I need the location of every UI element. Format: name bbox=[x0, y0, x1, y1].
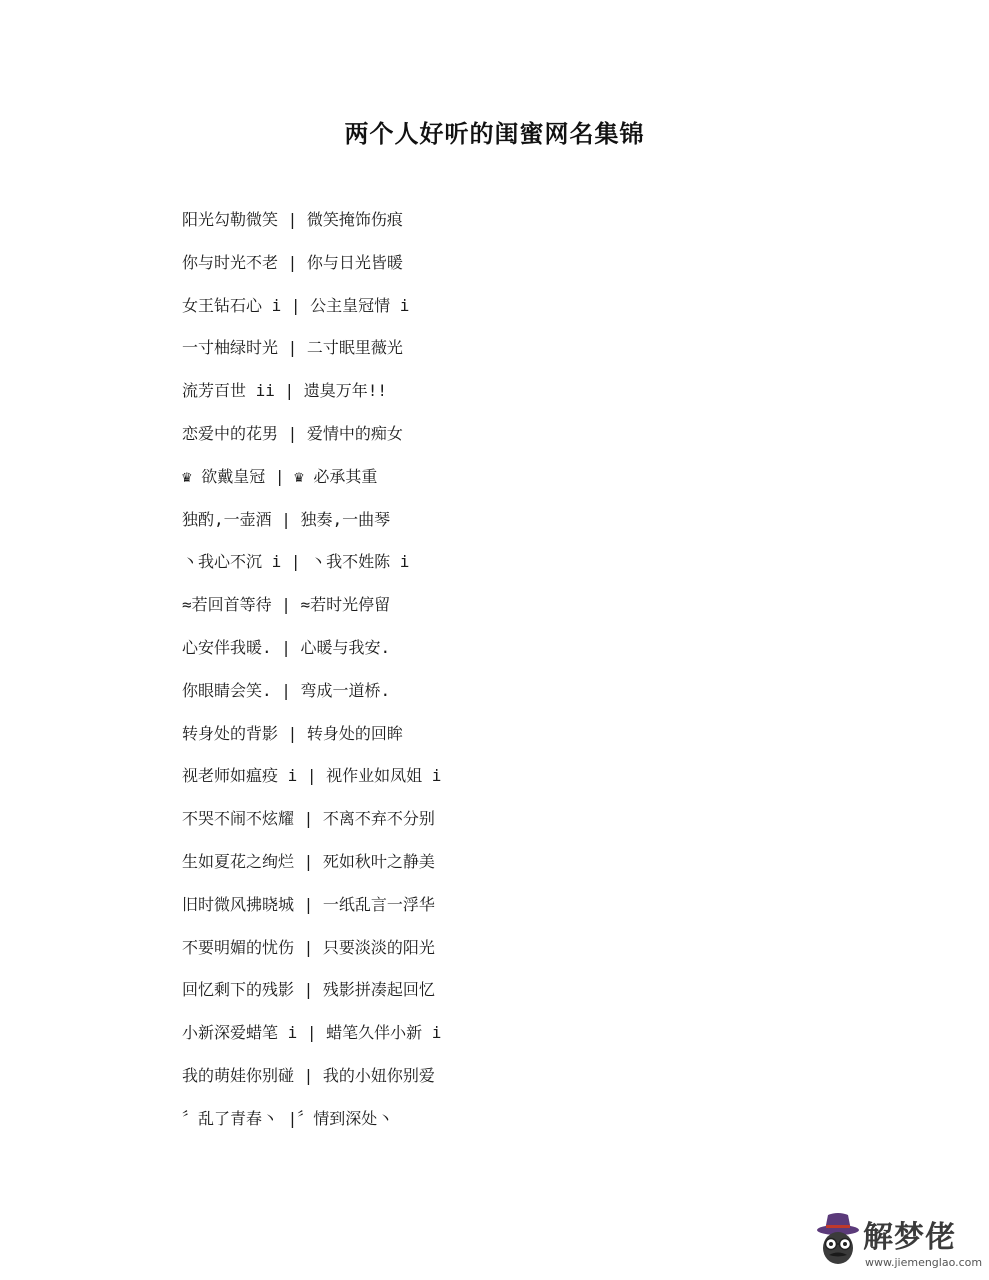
list-item: 你与时光不老 | 你与日光皆暖 bbox=[182, 252, 403, 272]
list-item: 不要明媚的忧伤 | 只要淡淡的阳光 bbox=[182, 937, 435, 957]
list-item: 回忆剩下的残影 | 残影拼凑起回忆 bbox=[182, 980, 435, 1000]
name-list bbox=[182, 203, 441, 1145]
watermark-url: www.jiemenglao.com bbox=[865, 1256, 983, 1269]
list-item: 视老师如瘟疫 i | 视作业如凤姐 i bbox=[182, 766, 442, 786]
list-item: 生如夏花之绚烂 | 死如秋叶之静美 bbox=[182, 851, 435, 871]
list-item: 流芳百世 ii | 遗臭万年!! bbox=[182, 381, 388, 401]
watermark bbox=[815, 1206, 981, 1276]
list-item: 小新深爱蜡笔 i | 蜡笔久伴小新 i bbox=[182, 1023, 442, 1043]
list-item: 你眼睛会笑. | 弯成一道桥. bbox=[182, 680, 391, 700]
list-item: 我的萌娃你别碰 | 我的小妞你别爱 bbox=[182, 1065, 435, 1085]
list-item: 旧时微风拂晓城 | 一纸乱言一浮华 bbox=[182, 894, 435, 914]
list-item: 女王钻石心 i | 公主皇冠情 i bbox=[182, 295, 410, 315]
list-item: 阳光勾勒微笑 | 微笑掩饰伤痕 bbox=[182, 210, 403, 229]
list-item: 恋爱中的花男 | 爱情中的痴女 bbox=[182, 423, 403, 443]
list-item: 一寸柚绿时光 | 二寸眠里薇光 bbox=[182, 338, 403, 358]
list-item: 丶我心不沉 i | 丶我不姓陈 i bbox=[182, 552, 410, 572]
list-item: 独酌,一壶酒 | 独奏,一曲琴 bbox=[182, 509, 391, 529]
page-title: 两个人好听的闺蜜网名集锦 bbox=[344, 119, 645, 148]
list-item: ≈若回首等待 | ≈若时光停留 bbox=[182, 595, 391, 615]
watermark-brand: 解梦佬 bbox=[863, 1220, 956, 1255]
list-item: ♛ 欲戴皇冠 | ♛ 必承其重 bbox=[182, 466, 378, 486]
list-item: 转身处的背影 | 转身处的回眸 bbox=[182, 723, 403, 743]
list-item: 心安伴我暖. | 心暖与我安. bbox=[182, 637, 391, 657]
hat-glasses-mascot-icon bbox=[815, 1210, 861, 1272]
list-item: 不哭不闹不炫耀 | 不离不弃不分别 bbox=[182, 809, 435, 829]
list-item: 〞乱了青春丶 |〞情到深处丶 bbox=[182, 1108, 394, 1128]
